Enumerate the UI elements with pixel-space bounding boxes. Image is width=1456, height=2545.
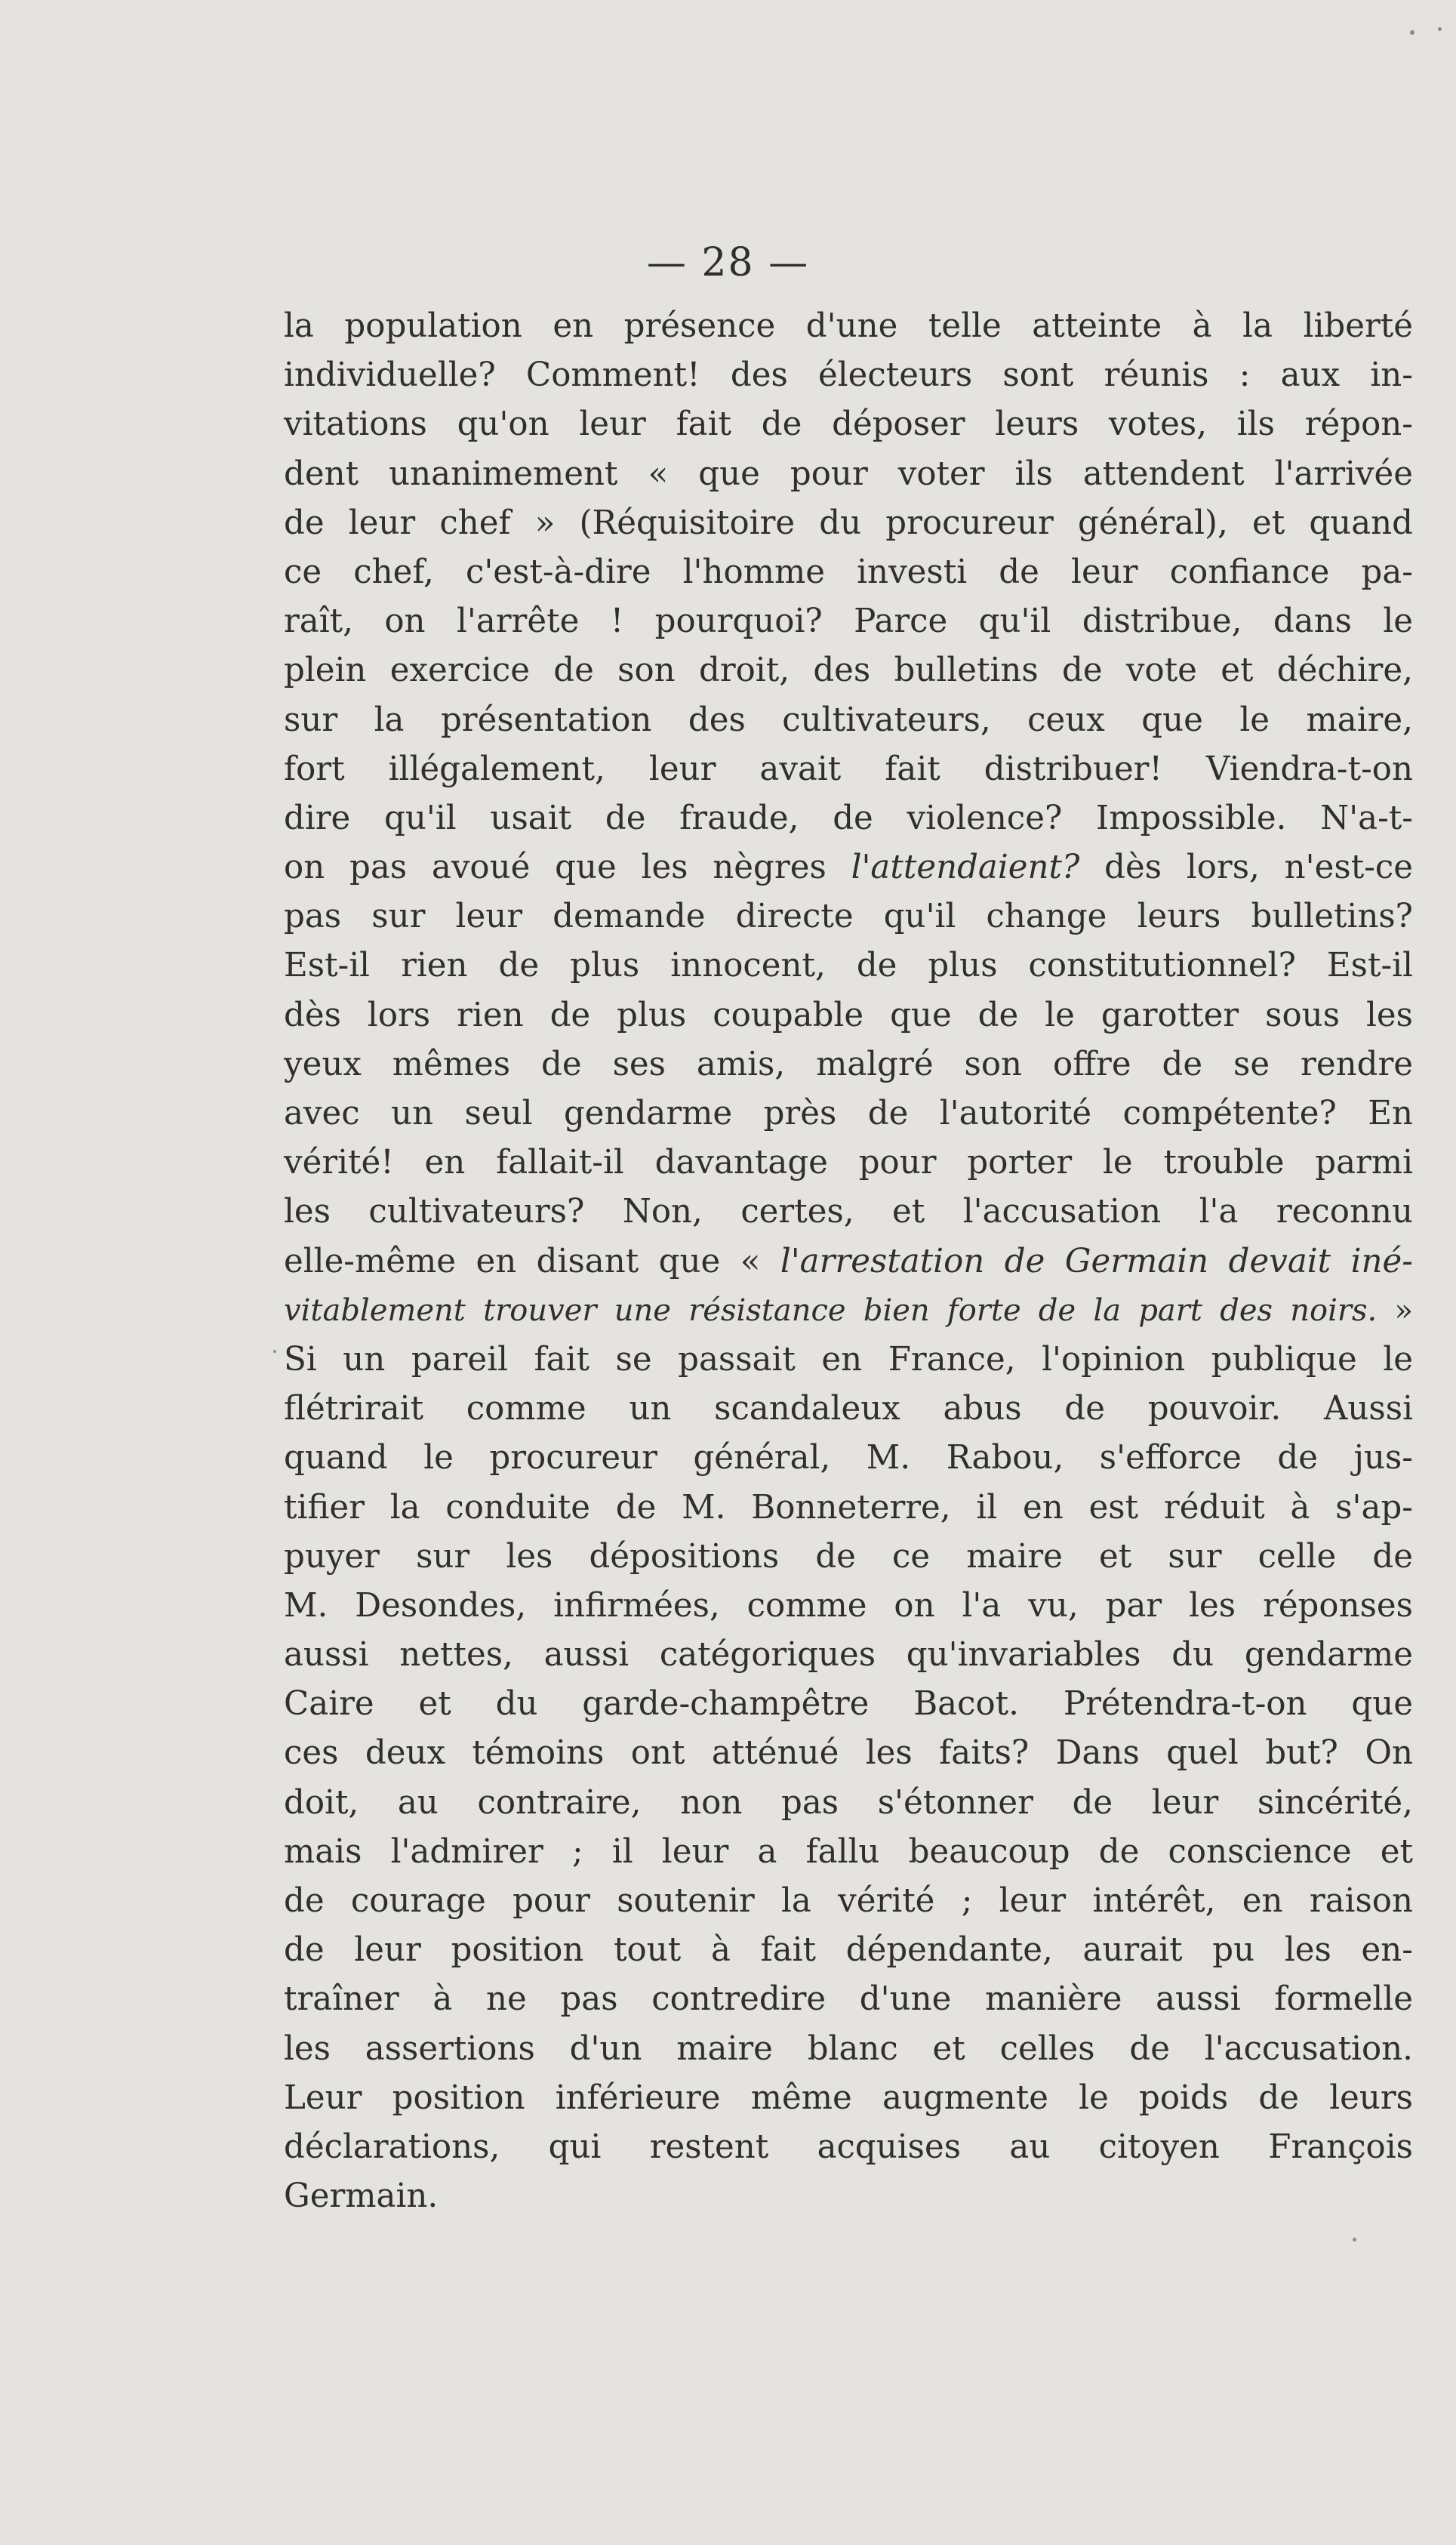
text-line: de leur chef » (Réquisitoire du procureur général), et quand xyxy=(284,504,1413,542)
scan-speck xyxy=(273,1350,276,1353)
text-line: Leur position inférieure même augmente le poids de leurs xyxy=(284,2078,1413,2117)
text-line: quand le procureur général, M. Rabou, s'efforce de jus- xyxy=(284,1439,1413,1477)
text-line: la population en présence d'une telle atteinte à la liberté xyxy=(284,307,1413,345)
text-line: yeux mêmes de ses amis, malgré son offre de se rendre xyxy=(284,1045,1413,1083)
text-line: ce chef, c'est-à-dire l'homme investi de leur confiance pa- xyxy=(284,553,1413,591)
scan-speck xyxy=(1438,27,1442,31)
body-text xyxy=(284,302,1413,2221)
text-line: Est-il rien de plus innocent, de plus constitutionnel? Est-il xyxy=(284,947,1413,985)
text-line: ces deux témoins ont atténué les faits? Dans quel but? On xyxy=(284,1734,1413,1773)
text-line: dès lors rien de plus coupable que de le garotter sous les xyxy=(284,996,1413,1034)
text-line: de leur position tout à fait dépendante, aurait pu les en- xyxy=(284,1931,1413,1970)
text-line-with-italic: vitablement trouver une résistance bien forte de la part des noirs. » xyxy=(284,1293,1414,1328)
text-line: déclarations, qui restent acquises au citoyen François xyxy=(284,2128,1413,2166)
italic-word: l'attendaient? xyxy=(851,849,1080,887)
italic-quote: vitablement trouver une résistance bien forte de la part des noirs. xyxy=(284,1293,1378,1328)
text-line: fort illégalement, leur avait fait distribuer! Viendra-t-on xyxy=(284,750,1413,788)
text-line: sur la présentation des cultivateurs, ceux que le maire, xyxy=(284,701,1413,739)
text-line: vitations qu'on leur fait de déposer leurs votes, ils répon- xyxy=(284,405,1413,444)
text-line: aussi nettes, aussi catégoriques qu'invariables du gendarme xyxy=(284,1636,1413,1675)
text-line: de courage pour soutenir la vérité ; leur intérêt, en raison xyxy=(284,1882,1413,1920)
text-line: tifier la conduite de M. Bonneterre, il en est réduit à s'ap- xyxy=(284,1488,1413,1527)
text-line: individuelle? Comment! des électeurs sont réunis : aux in- xyxy=(284,356,1413,395)
text-line: Germain. xyxy=(284,2177,439,2216)
text-line: Si un pareil fait se passait en France, l'opinion publique le xyxy=(284,1340,1413,1379)
text-line: M. Desondes, infirmées, comme on l'a vu, par les réponses xyxy=(284,1586,1413,1625)
text-line: dire qu'il usait de fraude, de violence? Impossible. N'a-t- xyxy=(284,799,1413,837)
text-line: raît, on l'arrête ! pourquoi? Parce qu'il distribue, dans le xyxy=(284,602,1413,641)
text-line-with-italic: elle-même en disant que « l'arrestation de Germain devait iné- xyxy=(284,1242,1413,1280)
text-line: Caire et du garde-champêtre Bacot. Prétendra-t-on que xyxy=(284,1685,1413,1724)
text-line: avec un seul gendarme près de l'autorité compétente? En xyxy=(284,1095,1413,1132)
text-line: dent unanimement « que pour voter ils attendent l'arrivée xyxy=(284,454,1413,493)
scan-speck xyxy=(1410,30,1414,35)
text-line: vérité! en fallait-il davantage pour porter le trouble parmi xyxy=(284,1144,1413,1182)
text-line: doit, au contraire, non pas s'étonner de leur sincérité, xyxy=(284,1783,1413,1822)
text-line: traîner à ne pas contredire d'une manière aussi formelle xyxy=(284,1980,1413,2019)
scan-speck xyxy=(1353,2238,1356,2242)
text-line-with-italic: on pas avoué que les nègres l'attendaient? dès lors, n'est-ce xyxy=(284,849,1413,887)
text-line: plein exercice de son droit, des bulletins de vote et déchire, xyxy=(284,652,1413,690)
page-number: — 28 — xyxy=(646,240,810,285)
text-line: les assertions d'un maire blanc et celles de l'accusation. xyxy=(284,2029,1413,2068)
text-line: flétrirait comme un scandaleux abus de pouvoir. Aussi xyxy=(284,1390,1413,1428)
italic-quote: l'arrestation de Germain devait iné- xyxy=(780,1242,1413,1280)
text-line: pas sur leur demande directe qu'il change leurs bulletins? xyxy=(284,898,1413,936)
text-line: les cultivateurs? Non, certes, et l'accusation l'a reconnu xyxy=(284,1193,1413,1231)
text-line: puyer sur les dépositions de ce maire et sur celle de xyxy=(284,1537,1413,1576)
text-line: mais l'admirer ; il leur a fallu beaucoup de conscience et xyxy=(284,1832,1413,1871)
